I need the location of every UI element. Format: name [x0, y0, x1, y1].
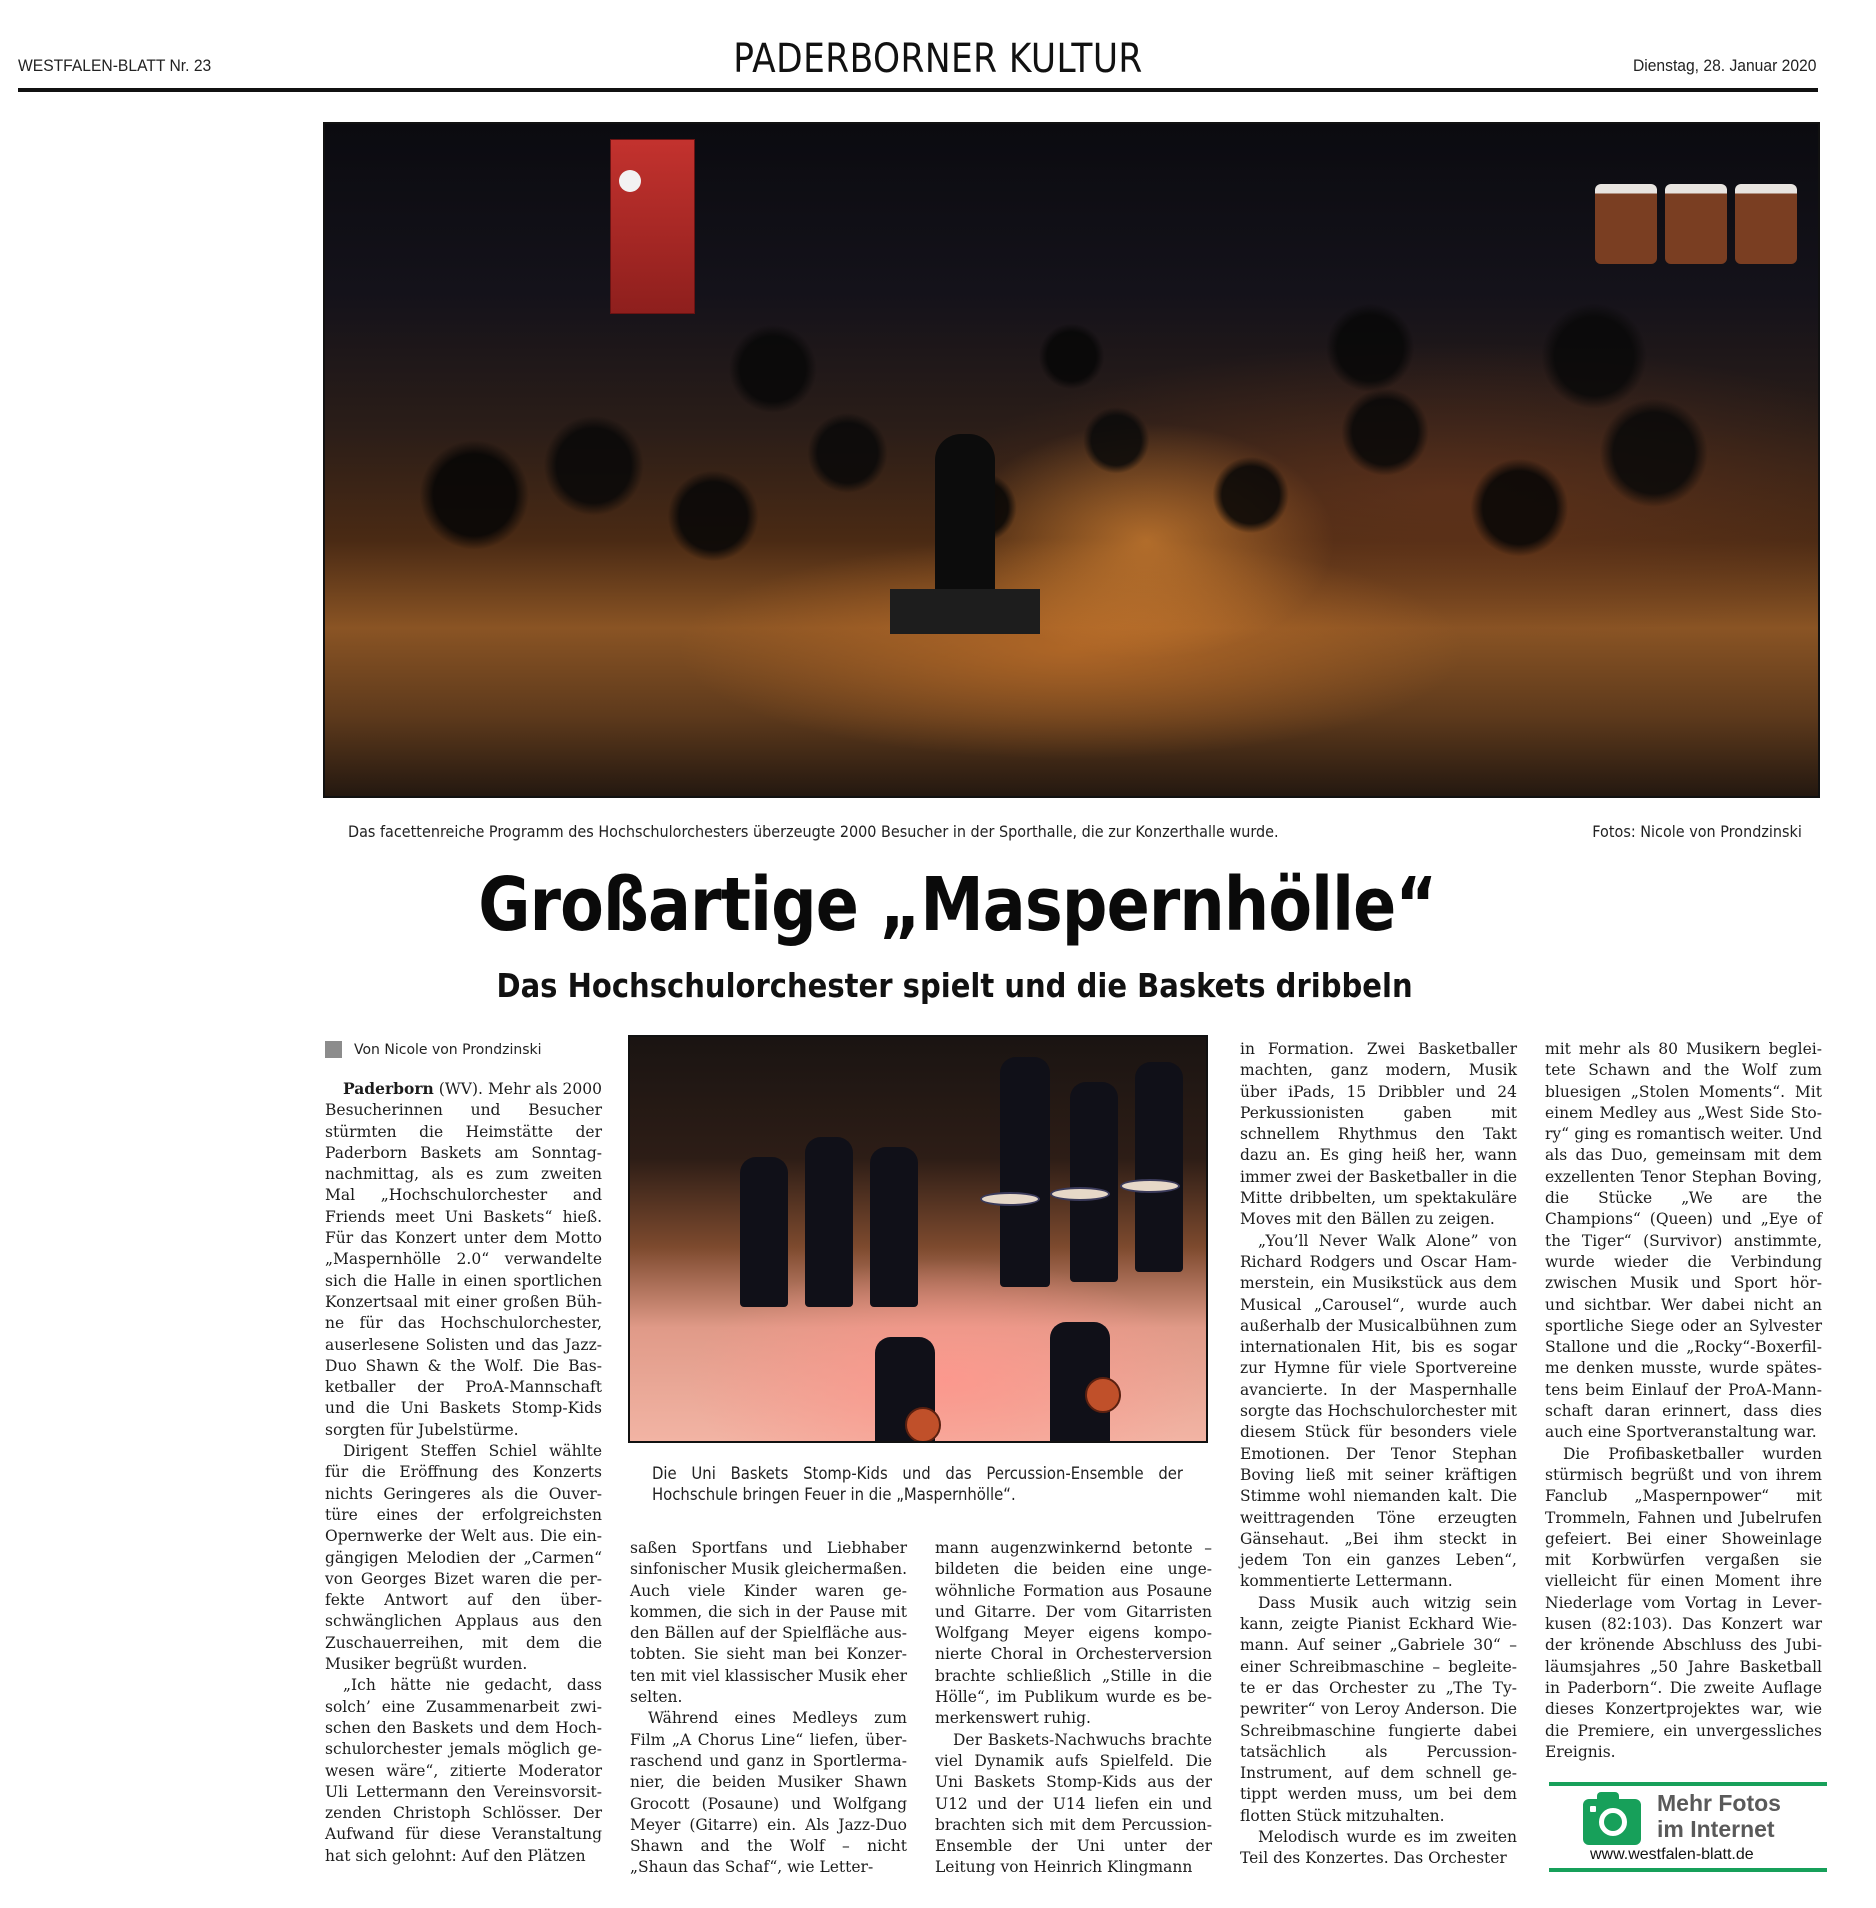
promo-bottom-rule: [1549, 1868, 1827, 1872]
byline-author: Von Nicole von Prondzinski: [354, 1041, 542, 1058]
paper-issue: WESTFALEN-BLATT Nr. 23: [18, 56, 212, 75]
article-headline: Großartige „Maspernhölle“: [478, 862, 1437, 948]
article-paragraph: Paderborn (WV). Mehr als 2000 Besucherinnen und Besucher stürmten die Heimstätte der Paderborn Baskets am Sonntagnachmittag, als es zum zweiten Mal „Hochschulorchester and Friends meet Uni Baskets“ hieß. Für das Konzert unter dem Motto „Maspernhölle 2.0“ verwandelte sich die Halle in einen sportlichen Konzertsaal mit einer großen Bühne für das Hochschulorchester, auserlesene Solisten und das Jazz-Duo Shawn & the Wolf. Die Basketballer der ProA-Mannschaft und die Uni Baskets Stomp-Kids sorgten für Jubelstürme.: [325, 1079, 602, 1439]
drummer-figure: [740, 1157, 788, 1307]
promo-title: Mehr Fotos im Internet: [1657, 1790, 1781, 1842]
article-paragraph: Während eines Medleys zum Film „A Chorus Line“ liefen, überraschend und ganz in Sportlermanier, die beiden Musiker Shawn Grocott (Posaune) und Wolfgang Meyer (Gitarre) ein. Als Jazz-Duo Shawn and the Wolf – nicht „Shaun das Schaf“, wie Letter-: [630, 1709, 907, 1877]
bottom-photo-caption: Die Uni Baskets Stomp-Kids und das Percussion-Ensemble der Hochschule bringen Feuer in die „Maspernhölle“.: [652, 1464, 1183, 1504]
article-paragraph: Melodisch wurde es im zweiten Teil des Konzertes. Das Orchester: [1240, 1827, 1517, 1868]
article-column-1: [325, 1078, 602, 1867]
byline: [325, 1041, 542, 1058]
baskets-logo-icon: [619, 170, 641, 192]
article-paragraph: saßen Sportfans und Liebhaber sinfonischer Musik gleichermaßen. Auch viele Kinder waren gekommen, die sich in der Pause mit den Bällen auf der Spielfläche austobten. Sie sieht man bei Konzerten mit viel klassischer Musik eher selten.: [630, 1539, 907, 1707]
article-paragraph: Dass Musik auch witzig sein kann, zeigte Pianist Eckhard Wiemann. Auf seiner „Gabriele 30“ – einer Schreibmaschine – begleitete er das Orchester zu „The Typewriter“ von Leroy Anderson. Die Schreibmaschine fungierte dabei tatsächlich als Percussion-Instrument, auf dem schnell getippt werden muss, um bei dem flotten Stück mitzuhalten.: [1240, 1593, 1517, 1825]
basketball-icon: [905, 1407, 941, 1443]
article-paragraph: mann augenzwinkernd betonte – bildeten die beiden eine ungewöhnliche Formation aus Posaune und Gitarre. Der vom Gitarristen Wolfgang Meyer eigens komponierte Choral in Orchesterversion brachte schließlich „Stille in die Hölle“, im Publikum wurde es bemerkenswert ruhig.: [935, 1539, 1212, 1728]
camera-icon: [1583, 1799, 1641, 1845]
drum-pad: [980, 1192, 1040, 1206]
timpani-drum: [1735, 184, 1797, 264]
orchestra-musicians: [325, 264, 1818, 684]
drummer-figure: [1135, 1062, 1183, 1272]
article-column-5: [1545, 1039, 1822, 1763]
timpani-drum: [1595, 184, 1657, 264]
photo-credit: Fotos: Nicole von Prondzinski: [1592, 822, 1802, 841]
drum-pad: [1050, 1187, 1110, 1201]
drummer-figure: [1070, 1082, 1118, 1282]
byline-marker-icon: [325, 1041, 342, 1058]
top-photo-caption: Das facettenreiche Programm des Hochschulorchesters überzeugte 2000 Besucher in der Sporthalle, die zur Konzerthalle wurde.: [348, 822, 1279, 841]
more-photos-promo[interactable]: [1549, 1782, 1827, 1872]
conductor-figure: [935, 434, 995, 604]
article-paragraph: in Formation. Zwei Basketballer machten, ganz modern, Musik über iPads, 15 Dribbler und 24 Perkussionisten gaben mit schnellem Rhythmus den Takt dazu an. Es ging heiß her, wann immer zwei der Basketballer in die Mitte dribbelten, um spektakuläre Moves mit den Bällen zu zeigen.: [1240, 1040, 1517, 1229]
article-column-4: [1240, 1039, 1517, 1870]
timpani-drum: [1665, 184, 1727, 264]
article-paragraph: Der Baskets-Nachwuchs brachte viel Dynamik aufs Spielfeld. Die Uni Baskets Stomp-Kids aus der U12 und der U14 liefen ein und brachten sich mit dem Percussion-Ensemble der Uni unter der Leitung von Heinrich Klingmann: [935, 1730, 1212, 1877]
article-paragraph: Dirigent Steffen Schiel wählte für die Eröffnung des Konzerts nichts Geringeres als die Ouvertüre eines der erfolgreichsten Opernwerke der Welt aus. Die eingängigen Melodien der „Carmen“ von Georges Bizet waren die perfekte Antwort auf den überschwänglichen Applaus aus den Zuschauerreihen, mit dem die Musiker begrüßt wurden.: [325, 1442, 602, 1674]
article-paragraph: Die Profibasketballer wurden stürmisch begrüßt und von ihrem Fanclub „Maspernpower“ mit Trommeln, Fahnen und Jubelrufen gefeiert. Bei einer Showeinlage mit Korbwürfen vergaßen sie vielleicht für einen Moment ihre Niederlage vom Vortag in Leverkusen (82:103). Das Konzert war der krönende Abschluss des Jubiläumsjahres „50 Jahre Basketball in Paderborn“. Die zweite Auflage dieses Konzertprojektes war, wie die Premiere, ein unvergessliches Ereignis.: [1545, 1444, 1822, 1761]
article-subheadline: Das Hochschulorchester spielt und die Baskets dribbeln: [496, 966, 1413, 1005]
drum-pad: [1120, 1179, 1180, 1193]
article-paragraph: „Ich hätte nie gedacht, dass solch’ eine Zusammenarbeit zwischen den Baskets und dem Hochschulorchester jemals möglich gewesen wäre“, zitierte Moderator Uli Lettermann den Vereinsvorsitzenden Christoph Schlösser. Der Aufwand für diese Veranstaltung hat sich gelohnt: Auf den Plätzen: [325, 1676, 602, 1865]
camera-lens-icon: [1599, 1808, 1627, 1836]
basketball-icon: [1085, 1377, 1121, 1413]
article-column-2: [630, 1538, 907, 1879]
issue-date: Dienstag, 28. Januar 2020: [1632, 56, 1816, 75]
dateline: Paderborn: [343, 1079, 434, 1098]
drummer-figure: [805, 1137, 853, 1307]
article-paragraph: mit mehr als 80 Musikern begleitete Schawn and the Wolf zum bluesigen „Stolen Moments“. Mit einem Medley aus „West Side Story“ ging es romantisch weiter. Und als das Duo, gemeinsam mit dem exzellenten Tenor Stephan Boving, die Stücke „We are the Champions“ (Queen) und „Eye of the Tiger“ (Survivor) anstimmte, wurde wieder die Verbindung zwischen Musik und Sport hör- und sichtbar. Wer dabei nicht an sportliche Siege oder an Sylvester Stallone und die „Rocky“-Boxerfilme denken musste, wurde spätestens beim Einlauf der ProA-Mannschaft daran erinnert, dass dies auch eine Sportveranstaltung war.: [1545, 1040, 1822, 1442]
promo-url-link[interactable]: www.westfalen-blatt.de: [1590, 1846, 1754, 1863]
orchestra-photo: [323, 122, 1820, 798]
article-paragraph: „You’ll Never Walk Alone” von Richard Rodgers und Oscar Hammerstein, ein Musikstück aus dem Musical „Carousel“, wurde auch außerhalb der Musicalbühnen zum internationalen Hit, bis es sogar zur Hymne für viele Sportvereine avancierte. In der Maspernhalle sorgte das Hochschulorchester mit diesem Stück für besonders viele Emotionen. Der Tenor Stephan Boving ließ mit seiner kräftigen Stimme wohl niemanden kalt. Die weittragenden Töne erzeugten Gänsehaut. „Bei ihm steckt in jedem Ton ein ganzes Leben“, kommentierte Lettermann.: [1240, 1231, 1517, 1591]
stomp-kids-photo: [628, 1035, 1208, 1443]
promo-top-rule: [1549, 1782, 1827, 1786]
masthead-divider: [18, 88, 1818, 92]
drummer-figure: [1000, 1057, 1050, 1287]
article-column-3: [935, 1538, 1212, 1879]
section-title: PADERBORNER KULTUR: [733, 36, 1143, 82]
conductor-podium: [890, 589, 1040, 634]
drummer-figure: [870, 1147, 918, 1307]
